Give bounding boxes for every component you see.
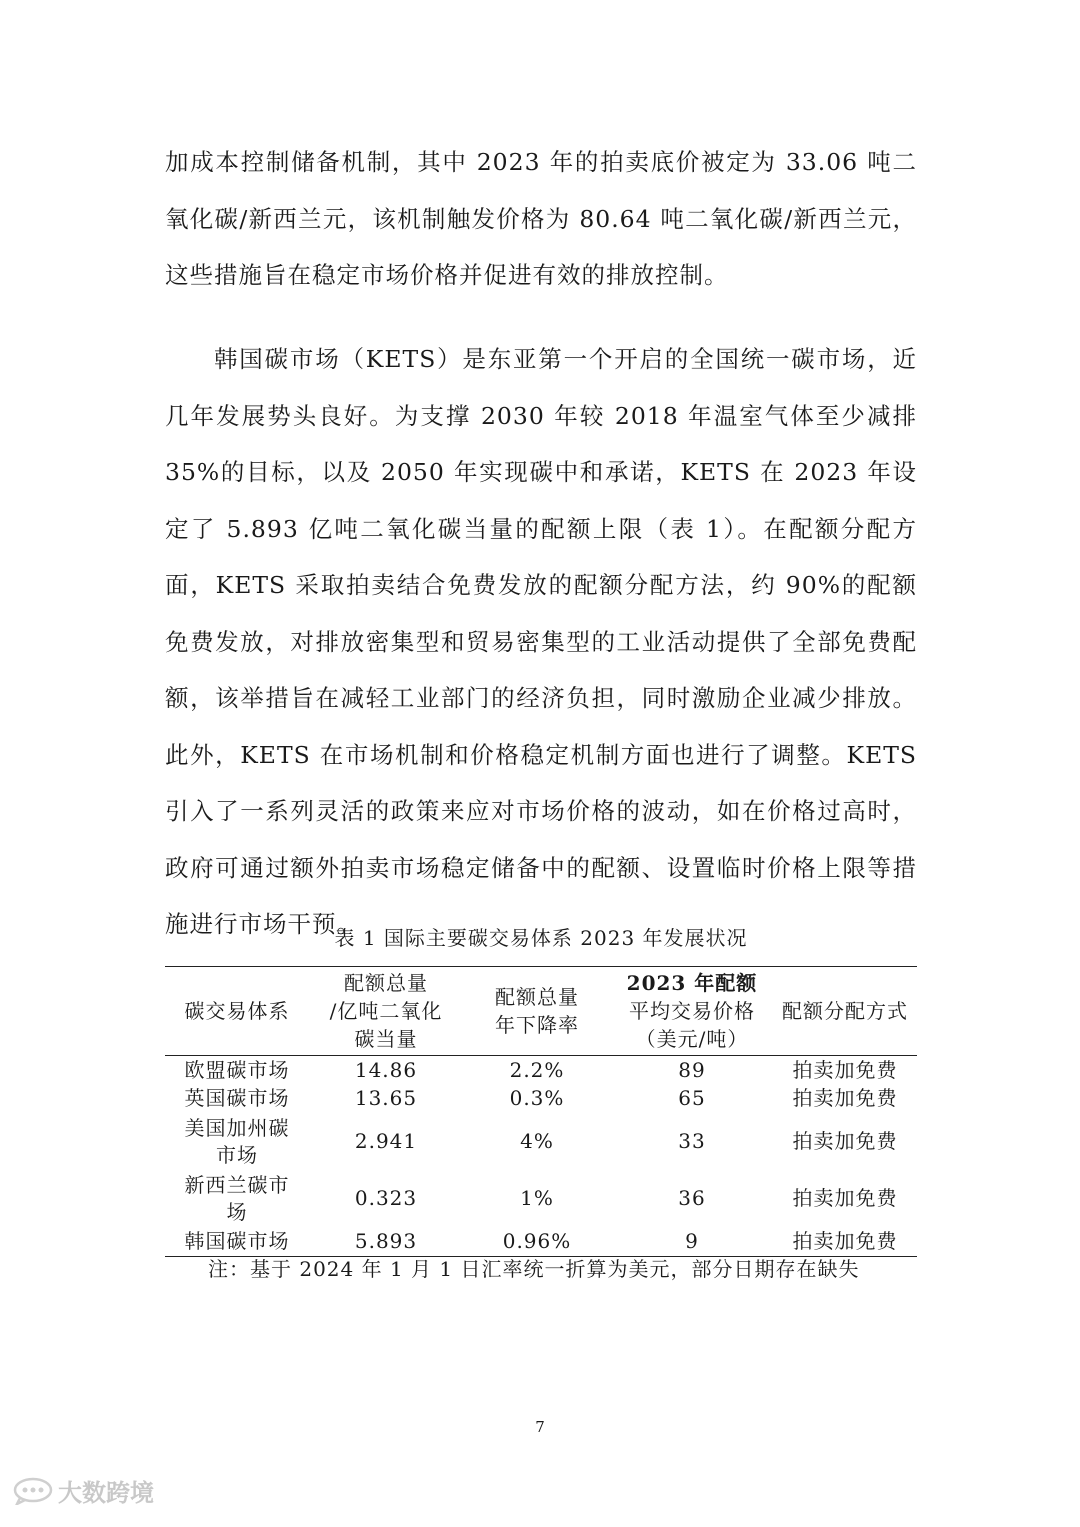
row-system-name	[165, 1227, 309, 1257]
row-avg-price: 89	[678, 1057, 706, 1082]
row-total-quota: 5.893	[354, 1228, 418, 1253]
header-total-quota	[309, 967, 463, 1056]
row-total-quota: 0.323	[354, 1186, 418, 1210]
cell-line: 2023 年配额	[626, 971, 758, 995]
row-system-name	[165, 1056, 309, 1085]
row-total-quota: 13.65	[354, 1086, 418, 1110]
row-system-name	[165, 1113, 309, 1171]
row-allocation: 拍卖加免费	[792, 1228, 898, 1253]
paragraph-1: 加成本控制储备机制，其中 2023 年的拍卖底价被定为 33.06 吨二氧化碳/新西兰元，该机制触发价格为 80.64 吨二氧化碳/新西兰元，这些措施旨在稳定市场价格并促进有效的排放控制。	[165, 148, 917, 289]
header-system	[165, 967, 309, 1056]
row-avg-price: 36	[678, 1186, 706, 1210]
cell-line: /亿吨二氧化	[329, 999, 443, 1023]
row-system-name	[165, 1085, 309, 1113]
cell-line: 场	[226, 1199, 248, 1224]
row-system-name	[165, 1171, 309, 1227]
row-decline-rate: 0.96%	[502, 1228, 572, 1253]
row-decline-rate: 0.3%	[509, 1086, 565, 1110]
cell-line: 英国碳市场	[184, 1086, 290, 1110]
page-number: 7	[535, 1418, 545, 1436]
row-total-quota: 14.86	[354, 1057, 418, 1082]
watermark-text: 大数跨境	[58, 1478, 154, 1507]
row-decline-rate: 1%	[520, 1186, 554, 1210]
cell-line: 市场	[216, 1142, 258, 1167]
cell-line: 配额总量	[344, 971, 428, 995]
cell-line: （美元/吨）	[635, 1027, 749, 1051]
table-row	[165, 1056, 917, 1085]
table-row	[165, 1113, 917, 1171]
table-row	[165, 1085, 917, 1113]
table-row	[165, 1227, 917, 1257]
table-note: 注：基于 2024 年 1 月 1 日汇率统一折算为美元，部分日期存在缺失	[208, 1257, 860, 1281]
row-allocation: 拍卖加免费	[792, 1129, 898, 1153]
paragraph-2: 韩国碳市场（KETS）是东亚第一个开启的全国统一碳市场，近几年发展势头良好。为支撑 2030 年较 2018 年温室气体至少减排 35%的目标，以及 2050 年实现碳中和承诺，KETS 在 2023 年设定了 5.893 亿吨二氧化碳当量的配额上限（表 1）。在配额分配方面，KETS 采取拍卖结合免费发放的配额分配方法，约 90%的配额免费发放，对排放密集型和贸易密集型的工业活动提供了全部免费配额，该举措旨在减轻工业部门的经济负担，同时激励企业减少排放。此外，KETS 在市场机制和价格稳定机制方面也进行了调整。KETS 引入了一系列灵活的政策来应对市场价格的波动，如在价格过高时，政府可通过额外拍卖市场稳定储备中的配额、设置临时价格上限等措施进行市场干预。	[165, 345, 917, 938]
table-caption: 表 1 国际主要碳交易体系 2023 年发展状况	[334, 926, 748, 950]
cell-line: 欧盟碳市场	[184, 1057, 290, 1082]
cell-line: 碳当量	[354, 1027, 418, 1051]
row-allocation: 拍卖加免费	[792, 1086, 898, 1110]
header-decline-rate	[463, 967, 611, 1056]
row-decline-rate: 2.2%	[509, 1057, 565, 1082]
header-avg-price	[611, 967, 773, 1056]
table-header-row	[165, 967, 917, 1056]
cell-line: 新西兰碳市	[184, 1172, 290, 1197]
cell-line: 韩国碳市场	[184, 1228, 290, 1253]
cell-line: 美国加州碳	[184, 1115, 290, 1140]
row-allocation: 拍卖加免费	[792, 1186, 898, 1210]
cell-line: 配额分配方式	[782, 999, 908, 1023]
cell-line: 平均交易价格	[628, 999, 755, 1023]
cell-line: 碳交易体系	[184, 999, 290, 1023]
watermark	[12, 1470, 154, 1510]
carbon-market-table	[165, 966, 917, 1257]
cell-line: 配额总量	[495, 985, 579, 1009]
row-avg-price: 9	[685, 1228, 699, 1253]
header-allocation-method	[773, 967, 917, 1056]
cloud-chat-logo-icon	[12, 1475, 54, 1505]
row-allocation: 拍卖加免费	[792, 1057, 898, 1082]
row-avg-price: 65	[678, 1086, 706, 1110]
cell-line: 年下降率	[495, 1013, 579, 1037]
row-total-quota: 2.941	[354, 1129, 418, 1153]
table-row	[165, 1171, 917, 1227]
row-decline-rate: 4%	[520, 1129, 554, 1153]
row-avg-price: 33	[678, 1129, 706, 1153]
